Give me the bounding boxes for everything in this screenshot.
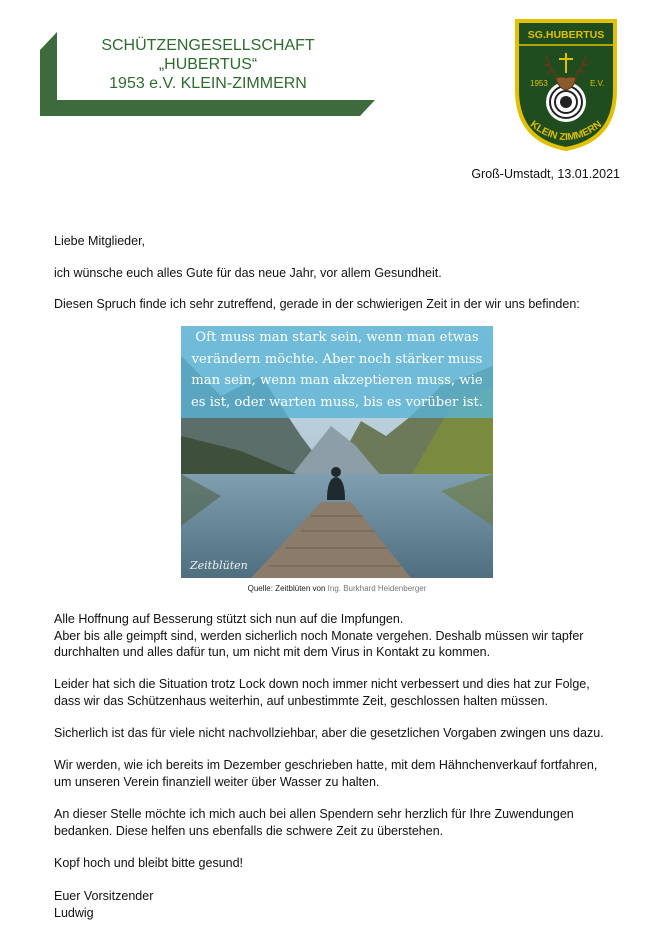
quote-line: es ist, oder warten muss, bis es vorüber ist. xyxy=(190,394,484,410)
quote-line: Oft muss man stark sein, wenn man etwas xyxy=(195,330,479,345)
quote-line: verändern möchte. Aber noch stärker muss xyxy=(191,351,483,367)
date-line: Groß-Umstadt, 13.01.2021 xyxy=(471,167,620,181)
signature-block xyxy=(54,888,614,921)
quote-picture xyxy=(181,326,493,578)
paragraph-chicken-sale xyxy=(54,757,614,790)
paragraph-line: Leider hat sich die Situation trotz Lock down noch immer nicht verbessert und dies hat zur Folge, xyxy=(54,677,590,691)
paragraph-closing-wish: Kopf hoch und bleibt bitte gesund! xyxy=(54,856,244,870)
paragraph-line: bedanken. Diese helfen uns ebenfalls die schwere Zeit zu überstehen. xyxy=(54,823,444,838)
crest-ev: E.V. xyxy=(590,79,605,88)
header-banner xyxy=(40,32,375,116)
paragraph-line: Alle Hoffnung auf Besserung stützt sich nun auf die Impfungen. xyxy=(54,612,404,626)
club-name xyxy=(58,36,358,93)
paragraph-quote-intro: Diesen Spruch finde ich sehr zutreffend, gerade in der schwierigen Zeit in der wir uns befinden: xyxy=(54,297,580,311)
quote-line: man sein, wenn man akzeptieren muss, wie xyxy=(191,373,483,388)
paragraph-line: durchhalten und alles dafür tun, um nicht mit dem Virus in Kontakt zu kommen. xyxy=(54,645,491,659)
crest-top-text: SG.HUBERTUS xyxy=(527,29,605,41)
caption-prefix: Quelle: Zeitblüten von xyxy=(247,584,328,593)
club-crest-logo xyxy=(514,18,618,152)
signature-name: Ludwig xyxy=(54,905,94,920)
paragraph-line: dass wir das Schützenhaus weiterhin, auf unbestimmte Zeit, geschlossen halten müssen. xyxy=(54,693,549,708)
paragraph-line: um unseren Verein finanziell weiter über Wasser zu halten. xyxy=(54,774,380,789)
paragraph-vaccination xyxy=(54,611,614,661)
picture-watermark: Zeitblüten xyxy=(190,559,248,572)
paragraph-line: An dieser Stelle möchte ich mich auch bei allen Spendern sehr herzlich für Ihre Zuwendungen xyxy=(54,807,574,821)
club-name-line2: „HUBERTUS“ xyxy=(158,56,258,73)
paragraph-line: Wir werden, wie ich bereits im Dezember geschrieben hatte, mit dem Hähnchenverkauf fortfahren, xyxy=(54,758,598,772)
quote-text xyxy=(181,327,493,413)
crest-year: 1953 xyxy=(530,79,548,88)
paragraph-lockdown xyxy=(54,676,614,709)
caption-author-link[interactable]: Ing. Burkhard Heidenberger xyxy=(327,584,427,593)
salutation: Liebe Mitglieder, xyxy=(54,234,146,248)
paragraph-regulations: Sicherlich ist das für viele nicht nachvollziehbar, aber die gesetzlichen Vorgaben zwingen uns dazu. xyxy=(54,726,604,740)
paragraph-line: Aber bis alle geimpft sind, werden sicherlich noch Monate vergehen. Deshalb müssen wir tapfer xyxy=(54,628,584,643)
club-name-line1: SCHÜTZENGESELLSCHAFT xyxy=(101,37,315,54)
signature-title: Euer Vorsitzender xyxy=(54,889,154,903)
picture-caption xyxy=(181,584,493,593)
paragraph-donors xyxy=(54,806,614,839)
paragraph-wishes: ich wünsche euch alles Gute für das neue Jahr, vor allem Gesundheit. xyxy=(54,266,442,280)
club-name-line3: 1953 e.V. KLEIN-ZIMMERN xyxy=(109,75,307,92)
crest-bottom-text: KLEIN ZIMMERN xyxy=(528,119,604,144)
